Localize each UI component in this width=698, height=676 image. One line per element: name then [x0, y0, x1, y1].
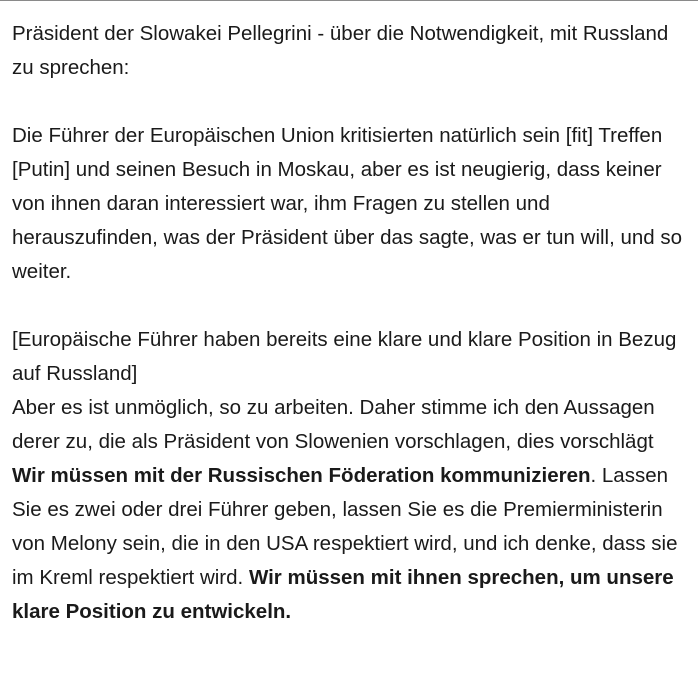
paragraph-spacer: [12, 289, 692, 323]
paragraph-3: [12, 391, 692, 629]
post-heading: Präsident der Slowakei Pellegrini - über die Notwendigkeit, mit Russland zu sprechen:: [12, 22, 669, 79]
paragraph-3-bold-1: Wir müssen mit der Russischen Föderation kommunizieren: [12, 464, 591, 487]
post-text: [12, 17, 692, 629]
paragraph-1: Die Führer der Europäischen Union kritisierten natürlich sein [fit] Treffen [Putin] und seinen Besuch in Moskau, aber es ist neugierig, dass keiner von ihnen daran interessiert war, ihm Fragen zu stellen und herauszufinden, was der Präsident über das sagte, was er tun will, und so weiter.: [12, 124, 683, 283]
paragraph-3-bold-2: Wir müssen mit ihnen sprechen, um unsere klare Position zu entwickeln.: [12, 566, 674, 623]
paragraph-3-text-2: . Lassen Sie es zwei oder drei Führer geben, lassen Sie es die Premierministerin von Melony sein, die in den USA respektiert wird, und ich denke, dass sie im Kreml respektiert wird.: [12, 464, 678, 589]
paragraph-spacer: [12, 85, 692, 119]
paragraph-2: [Europäische Führer haben bereits eine klare und klare Position in Bezug auf Russland]: [12, 328, 677, 385]
paragraph-3-text-1: Aber es ist unmöglich, so zu arbeiten. Daher stimme ich den Aussagen derer zu, die als Präsident von Slowenien vorschlagen, dies vorschlägt: [12, 396, 655, 453]
